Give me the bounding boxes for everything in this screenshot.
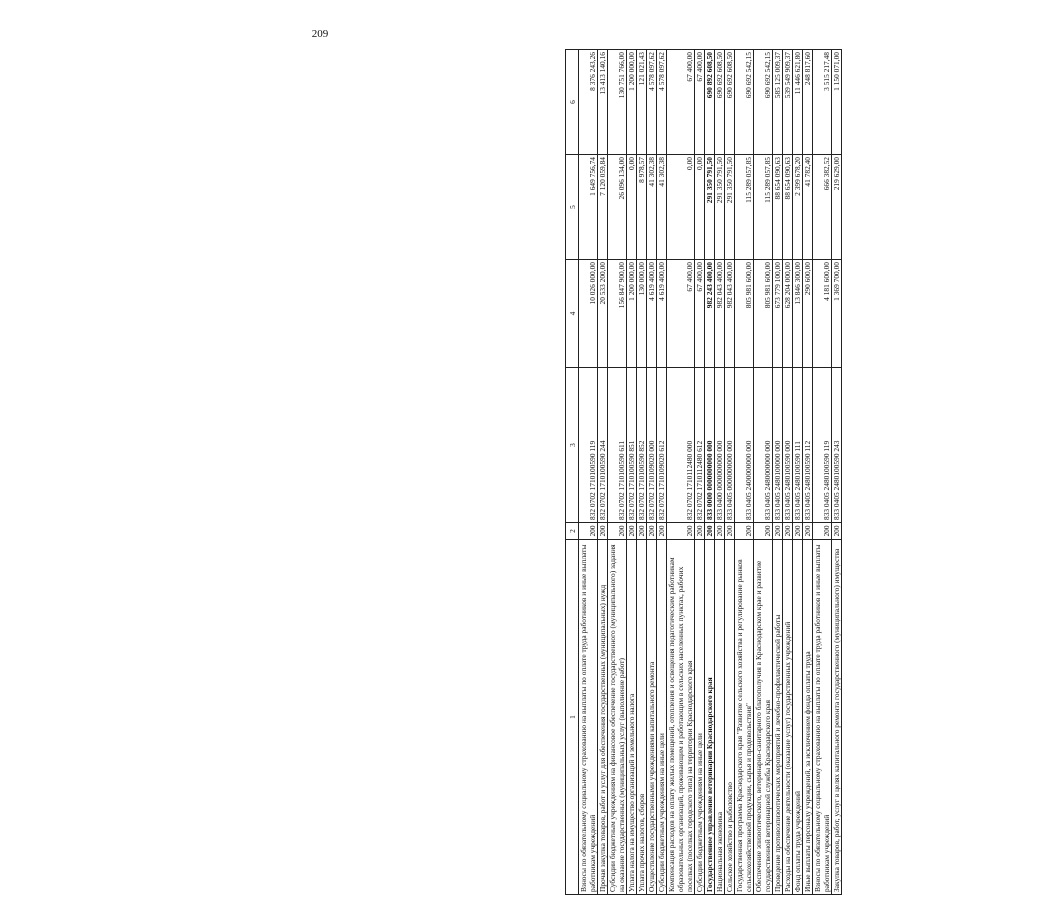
table-row [773,50,783,895]
table-row [754,50,773,895]
row-classification-code-cell: 833 0405 2480100590 111 [793,368,803,523]
table-header-row [566,50,579,895]
row-budget-code-cell: 200 [579,523,598,540]
row-executed-amount-cell: 291 350 791,50 [705,155,715,260]
row-budget-code-cell: 200 [667,523,695,540]
row-approved-amount-cell: 628 204 000,00 [783,260,793,368]
header-col-2: 2 [566,523,579,540]
row-remaining-amount-cell: 4 578 097,62 [657,50,667,155]
row-remaining-amount-cell: 1 150 071,00 [832,50,842,155]
row-approved-amount-cell: 805 981 600,00 [735,260,754,368]
row-remaining-amount-cell: 67 400,00 [695,50,705,155]
row-budget-code-cell: 200 [725,523,735,540]
row-approved-amount-cell: 10 026 000,00 [579,260,598,368]
row-budget-code-cell: 200 [803,523,813,540]
table-row [783,50,793,895]
row-remaining-amount-cell: 248 817,60 [803,50,813,155]
row-name-cell: Осуществление государственными учреждениями капитального ремонта [647,540,657,895]
row-remaining-amount-cell: 67 400,00 [667,50,695,155]
row-classification-code-cell: 833 0000 0000000000 000 [705,368,715,523]
table-row [715,50,725,895]
row-executed-amount-cell: 115 289 057,85 [735,155,754,260]
row-classification-code-cell: 833 0405 2480100590 000 [783,368,793,523]
row-remaining-amount-cell: 539 549 909,37 [783,50,793,155]
row-classification-code-cell: 833 0405 2480100590 112 [803,368,813,523]
budget-execution-table [565,49,842,895]
row-approved-amount-cell: 130 000,00 [637,260,647,368]
row-classification-code-cell: 833 0405 2480100590 119 [813,368,832,523]
row-approved-amount-cell: 982 043 400,00 [725,260,735,368]
row-remaining-amount-cell: 8 376 243,26 [579,50,598,155]
row-remaining-amount-cell: 690 692 542,15 [754,50,773,155]
row-name-cell: Компенсация расходов на оплату жилых помещений, отопления и освещения педагогическим работникам образовательных организаций, проживающим и работающим в сельских населенных пунктах, рабочих поселках (поселках городского типа) на территории Краснодарского края [667,540,695,895]
row-name-cell: Национальная экономика [715,540,725,895]
row-approved-amount-cell: 156 847 900,00 [608,260,627,368]
row-approved-amount-cell: 4 181 600,00 [813,260,832,368]
row-budget-code-cell: 200 [793,523,803,540]
table-body [579,50,842,895]
table-row [637,50,647,895]
row-budget-code-cell: 200 [627,523,637,540]
row-approved-amount-cell: 13 846 300,00 [793,260,803,368]
header-col-3: 3 [566,368,579,523]
row-classification-code-cell: 833 0400 0000000000 000 [715,368,725,523]
table-row [579,50,598,895]
row-name-cell: Обеспечение эпизоотического, ветеринарно-санитарного благополучия в Краснодарском крае и развитие государственной ветеринарной службы Краснодарского края [754,540,773,895]
row-executed-amount-cell: 291 350 791,50 [725,155,735,260]
row-budget-code-cell: 200 [695,523,705,540]
table-row [667,50,695,895]
row-name-cell: Прочая закупка товаров, работ и услуг для обеспечения государственных (муниципальных) нужд [598,540,608,895]
row-classification-code-cell: 832 0702 1710112480 612 [695,368,705,523]
row-budget-code-cell: 200 [647,523,657,540]
row-remaining-amount-cell: 690 892 608,50 [705,50,715,155]
row-budget-code-cell: 200 [783,523,793,540]
page-number: 209 [311,28,329,40]
table-row [793,50,803,895]
row-approved-amount-cell: 20 533 200,00 [598,260,608,368]
row-approved-amount-cell: 673 779 100,00 [773,260,783,368]
table-row [832,50,842,895]
row-classification-code-cell: 833 0405 2480100000 000 [773,368,783,523]
table-row [695,50,705,895]
row-classification-code-cell: 833 0405 2480000000 000 [754,368,773,523]
row-executed-amount-cell: 0,00 [695,155,705,260]
row-classification-code-cell: 832 0702 1710100590 611 [608,368,627,523]
row-name-cell: Проведение противоэпизоотических мероприятий и лечебно-профилактической работы [773,540,783,895]
header-col-1: 1 [566,540,579,895]
row-budget-code-cell: 200 [773,523,783,540]
row-name-cell: Расходы на обеспечение деятельности (оказание услуг) государственных учреждений [783,540,793,895]
row-name-cell: Уплата налога на имущество организаций и земельного налога [627,540,637,895]
row-remaining-amount-cell: 4 578 097,62 [647,50,657,155]
row-approved-amount-cell: 982 243 400,00 [705,260,715,368]
table-row [725,50,735,895]
table-row [647,50,657,895]
row-approved-amount-cell: 982 043 400,00 [715,260,725,368]
row-name-cell: Взносы по обязательному социальному страхованию на выплаты по оплате труда работников и иные выплаты работникам учреждений [813,540,832,895]
row-classification-code-cell: 832 0702 1710100590 852 [637,368,647,523]
table-row [657,50,667,895]
row-executed-amount-cell: 41 782,40 [803,155,813,260]
table-row [735,50,754,895]
row-classification-code-cell: 833 0405 0000000000 000 [725,368,735,523]
row-remaining-amount-cell: 690 692 608,50 [725,50,735,155]
row-budget-code-cell: 200 [715,523,725,540]
table-row [813,50,832,895]
row-name-cell: Субсидии бюджетным учреждениям на финансовое обеспечение государственного (муниципального) задания на оказание государственных (муниципальных) услуг (выполнение работ) [608,540,627,895]
row-remaining-amount-cell: 585 125 009,37 [773,50,783,155]
row-name-cell: Иные выплаты персоналу учреждений, за исключением фонда оплаты труда [803,540,813,895]
row-budget-code-cell: 200 [813,523,832,540]
row-executed-amount-cell: 88 654 090,63 [783,155,793,260]
row-executed-amount-cell: 1 649 756,74 [579,155,598,260]
row-remaining-amount-cell: 690 692 542,15 [735,50,754,155]
row-executed-amount-cell: 115 289 057,85 [754,155,773,260]
table-row [627,50,637,895]
header-col-6: 6 [566,50,579,155]
row-classification-code-cell: 832 0702 1710100590 851 [627,368,637,523]
row-name-cell: Фонд оплаты труда учреждений [793,540,803,895]
row-classification-code-cell: 832 0702 1710100590 119 [579,368,598,523]
row-executed-amount-cell: 219 629,00 [832,155,842,260]
row-approved-amount-cell: 4 619 400,00 [647,260,657,368]
row-budget-code-cell: 200 [705,523,715,540]
row-executed-amount-cell: 8 978,57 [637,155,647,260]
row-remaining-amount-cell: 1 200 000,00 [627,50,637,155]
row-executed-amount-cell: 291 350 791,50 [715,155,725,260]
row-budget-code-cell: 200 [832,523,842,540]
row-remaining-amount-cell: 690 692 608,50 [715,50,725,155]
table-row [598,50,608,895]
row-remaining-amount-cell: 3 515 217,48 [813,50,832,155]
row-budget-code-cell: 200 [598,523,608,540]
row-executed-amount-cell: 0,00 [667,155,695,260]
row-name-cell: Взносы по обязательному социальному страхованию на выплаты по оплате труда работников и иные выплаты работникам учреждений [579,540,598,895]
row-executed-amount-cell: 2 399 678,20 [793,155,803,260]
row-classification-code-cell: 832 0702 1710100590 244 [598,368,608,523]
row-approved-amount-cell: 805 981 600,00 [754,260,773,368]
row-name-cell: Государственная программа Краснодарского края "Развитие сельского хозяйства и регулирование рынков сельскохозяйственной продукции, сырья и продовольствия" [735,540,754,895]
row-remaining-amount-cell: 130 751 766,00 [608,50,627,155]
row-executed-amount-cell: 26 096 134,00 [608,155,627,260]
row-budget-code-cell: 200 [657,523,667,540]
row-name-cell: Субсидии бюджетным учреждениям на иные цели [657,540,667,895]
row-classification-code-cell: 833 0405 2480100590 243 [832,368,842,523]
table-row [705,50,715,895]
row-name-cell: Уплата прочих налогов, сборов [637,540,647,895]
row-remaining-amount-cell: 13 413 140,16 [598,50,608,155]
row-classification-code-cell: 832 0702 1710109020 612 [657,368,667,523]
row-budget-code-cell: 200 [608,523,627,540]
row-executed-amount-cell: 41 302,38 [657,155,667,260]
row-name-cell: Государственное управление ветеринарии Краснодарского края [705,540,715,895]
row-remaining-amount-cell: 121 021,43 [637,50,647,155]
row-budget-code-cell: 200 [735,523,754,540]
row-classification-code-cell: 832 0702 1710112480 000 [667,368,695,523]
row-executed-amount-cell: 7 120 059,84 [598,155,608,260]
row-name-cell: Сельское хозяйство и рыболовство [725,540,735,895]
header-col-5: 5 [566,155,579,260]
row-executed-amount-cell: 0,00 [627,155,637,260]
header-col-4: 4 [566,260,579,368]
row-budget-code-cell: 200 [754,523,773,540]
table-row [803,50,813,895]
row-budget-code-cell: 200 [637,523,647,540]
row-approved-amount-cell: 1 369 700,00 [832,260,842,368]
row-name-cell: Субсидии бюджетным учреждениям на иные цели [695,540,705,895]
row-approved-amount-cell: 290 600,00 [803,260,813,368]
row-executed-amount-cell: 88 654 090,63 [773,155,783,260]
row-approved-amount-cell: 1 200 000,00 [627,260,637,368]
row-approved-amount-cell: 67 400,00 [695,260,705,368]
row-executed-amount-cell: 41 302,38 [647,155,657,260]
row-executed-amount-cell: 666 382,52 [813,155,832,260]
table-row [608,50,627,895]
row-approved-amount-cell: 4 619 400,00 [657,260,667,368]
row-classification-code-cell: 833 0405 2400000000 000 [735,368,754,523]
row-approved-amount-cell: 67 400,00 [667,260,695,368]
row-classification-code-cell: 832 0702 1710109020 000 [647,368,657,523]
rotated-table-container [565,50,1055,895]
row-name-cell: Закупка товаров, работ, услуг в целях капитального ремонта государственного (муниципального) имущества [832,540,842,895]
row-remaining-amount-cell: 11 446 621,80 [793,50,803,155]
